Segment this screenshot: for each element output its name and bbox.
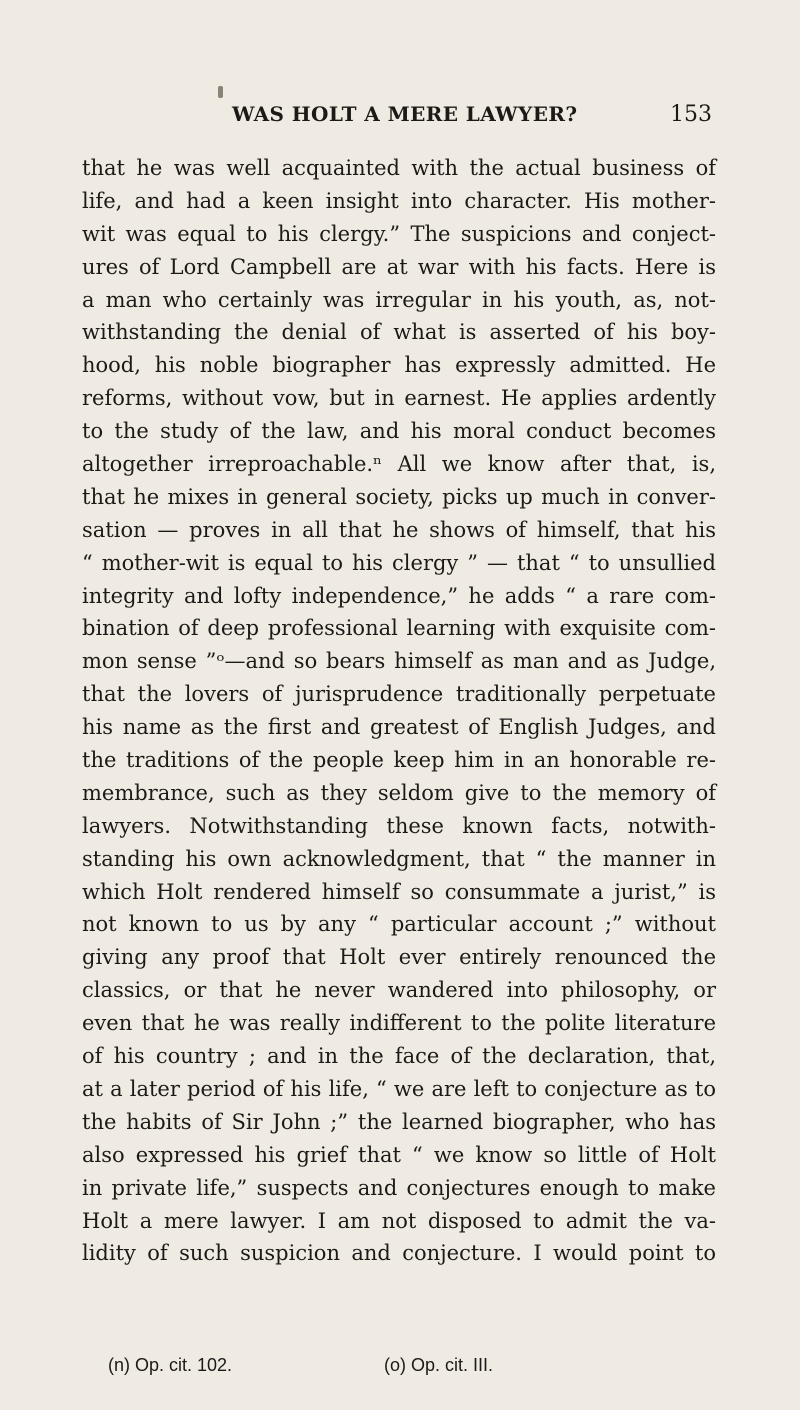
- text-line: Holt a mere lawyer. I am not disposed to admit the va-: [82, 1208, 716, 1233]
- text-line: lawyers. Notwithstanding these known facts, notwith-: [82, 813, 716, 838]
- text-line: integrity and lofty independence,” he adds “ a rare com-: [82, 583, 716, 608]
- text-line: of his country ; and in the face of the declaration, that,: [82, 1044, 716, 1069]
- text-line: at a later period of his life, “ we are left to conjecture as to: [82, 1076, 716, 1101]
- text-line: his name as the first and greatest of English Judges, and: [82, 715, 716, 740]
- text-line: “ mother-wit is equal to his clergy ” — that “ to unsullied: [82, 550, 716, 575]
- text-line: to the study of the law, and his moral conduct becomes: [82, 419, 716, 444]
- page-header: [232, 102, 712, 132]
- text-line: standing his own acknowledgment, that “ the manner in: [82, 846, 716, 871]
- text-line: classics, or that he never wandered into philosophy, or: [82, 978, 716, 1003]
- text-line: membrance, such as they seldom give to the memory of: [82, 780, 716, 805]
- text-line: the traditions of the people keep him in an honorable re-: [82, 748, 716, 773]
- body-text: [82, 152, 716, 1270]
- page-number: 153: [670, 102, 712, 127]
- text-line: in private life,” suspects and conjectures enough to make: [82, 1175, 716, 1200]
- text-line: that the lovers of jurisprudence traditionally perpetuate: [82, 682, 716, 707]
- text-line: hood, his noble biographer has expressly admitted. He: [82, 353, 716, 378]
- footnotes: [108, 1355, 608, 1383]
- running-title: WAS HOLT A MERE LAWYER?: [232, 102, 578, 126]
- footnote-n: (n) Op. cit. 102.: [108, 1355, 233, 1375]
- ink-smudge: [218, 86, 223, 98]
- text-line: bination of deep professional learning with exquisite com-: [82, 616, 716, 641]
- text-line: that he was well acquainted with the actual business of: [82, 156, 716, 180]
- text-line: the habits of Sir John ;” the learned biographer, who has: [82, 1109, 716, 1134]
- text-line: altogether irreproachable.ⁿ All we know after that, is,: [82, 452, 716, 477]
- text-line: also expressed his grief that “ we know so little of Holt: [82, 1142, 716, 1167]
- text-line: sation — proves in all that he shows of himself, that his: [82, 517, 716, 542]
- text-line: not known to us by any “ particular account ;” without: [82, 912, 716, 937]
- footnote-o: (o) Op. cit. III.: [384, 1355, 494, 1375]
- text-line: wit was equal to his clergy.” The suspicions and conject-: [82, 221, 716, 246]
- text-line: that he mixes in general society, picks up much in conver-: [82, 484, 716, 509]
- text-line: giving any proof that Holt ever entirely renounced the: [82, 945, 716, 970]
- text-line: lidity of such suspicion and conjecture. I would point to: [82, 1241, 716, 1266]
- text-line: ures of Lord Campbell are at war with his facts. Here is: [82, 254, 716, 279]
- text-line: mon sense ”ᵒ—and so bears himself as man and as Judge,: [82, 649, 716, 674]
- text-line: life, and had a keen insight into character. His mother-: [82, 188, 716, 213]
- text-line: a man who certainly was irregular in his youth, as, not-: [82, 287, 716, 312]
- text-line: reforms, without vow, but in earnest. He applies ardently: [82, 386, 716, 411]
- text-line: even that he was really indifferent to the polite literature: [82, 1011, 716, 1036]
- text-line: which Holt rendered himself so consummate a jurist,” is: [82, 879, 716, 904]
- text-line: withstanding the denial of what is asserted of his boy-: [82, 320, 716, 345]
